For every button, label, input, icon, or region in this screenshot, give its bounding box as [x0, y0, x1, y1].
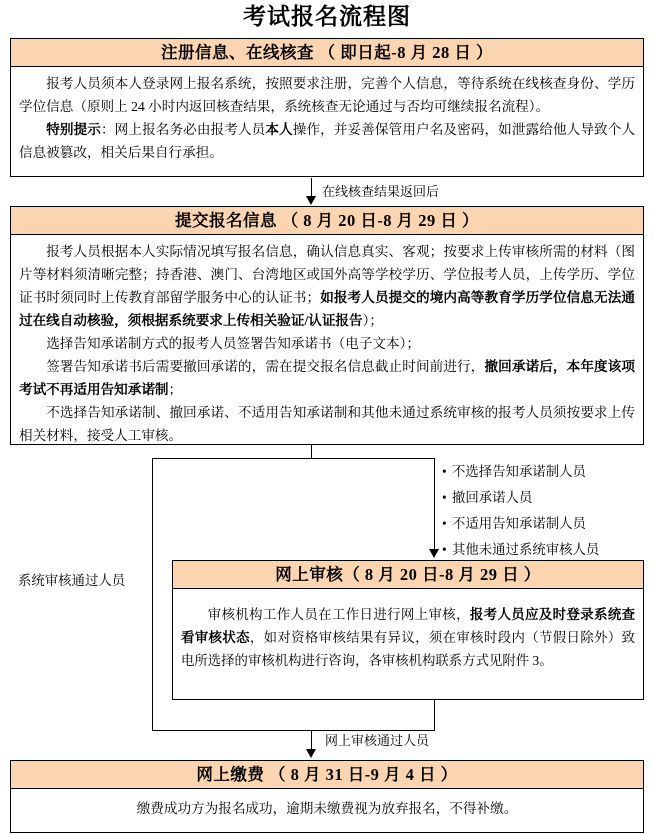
connector-submit-stub	[311, 445, 312, 459]
connector-register-to-submit	[311, 178, 312, 198]
list-item: • 不选择告知承诺制人员	[442, 459, 652, 485]
manual-review-bullet-list	[442, 459, 652, 563]
step-header-online-review: 网上审核（ 8 月 20 日-8 月 29 日 ）	[173, 561, 643, 589]
paragraph: 审核机构工作人员在工作日进行网上审核，报考人员应及时登录系统查看审核状态，如对资格审核结果有异议，须在审核时段内（节假日除外）致电所选择的审核机构进行咨询，各审核机构联系方式见附件 3。	[181, 607, 636, 668]
paragraph: 报考人员根据本人实际情况填写报名信息，确认信息真实、客观；按要求上传审核所需的材料（图片等材料须清晰完整；持香港、澳门、台湾地区或国外高等学校学历、学位报考人员，上传学历、学位证书时须同时上传教育部留学服务中心的认证书；如报考人员提交的境内高等教育学历学位信息无法通过在线自动核验，须根据系统要求上传相关验证/认证报告）；	[19, 244, 636, 328]
list-item: • 其他未通过系统审核人员	[442, 537, 652, 563]
edge-label-online-review-passed: 网上审核通过人员	[325, 733, 430, 748]
paragraph: 不选择告知承诺制、撤回承诺、不适用告知承诺制和其他未通过系统审核的报考人员须按要求上传相关材料，接受人工审核。	[19, 405, 635, 443]
step-box-register	[10, 38, 644, 177]
connector-review-stub	[434, 700, 435, 731]
emphasis-check-status: 报考人员应及时登录系统查看审核状态	[181, 607, 636, 645]
bullet-dot-icon: •	[442, 516, 447, 531]
step-header-payment: 网上缴费 （ 8 月 31 日-9 月 4 日 ）	[11, 761, 643, 789]
page-title: 考试报名流程图	[243, 4, 411, 29]
arrowhead-register-to-submit	[306, 196, 316, 205]
connector-split-horizontal	[152, 458, 435, 459]
bullet-dot-icon: •	[442, 542, 447, 557]
emphasis-withdraw-commitment: 撤回承诺后，本年度该项考试不再适用告知承诺制	[19, 359, 636, 397]
step-body-register	[11, 67, 643, 168]
edge-label-system-passed: 系统审核通过人员	[18, 573, 126, 588]
arrowhead-to-online-review	[429, 549, 439, 558]
connector-merge-to-payment	[311, 730, 312, 751]
step-header-submit: 提交报名信息 （ 8 月 20 日-8 月 29 日 ）	[11, 207, 643, 235]
step-body-payment	[11, 789, 643, 824]
connector-to-online-review	[434, 458, 435, 550]
paragraph: 报考人员须本人登录网上报名系统，按照要求注册，完善个人信息，等待系统在线核查身份、学历学位信息（原则上 24 小时内返回核查结果，系统核查无论通过与否均可继续报名流程）。	[19, 76, 635, 114]
step-body-online-review	[173, 589, 643, 676]
emphasis-special-notice: 特别提示	[46, 122, 101, 137]
paragraph: 缴费成功方为报名成功，逾期未缴费视为放弃报名，不得补缴。	[136, 801, 518, 816]
paragraph: 特别提示：网上报名务必由报考人员本人操作，并妥善保管用户名及密码，如泄露给他人导致个人信息被篡改，相关后果自行承担。	[19, 122, 636, 160]
step-box-online-review	[172, 560, 644, 700]
step-box-payment	[10, 760, 644, 833]
step-box-submit	[10, 206, 644, 445]
bullet-dot-icon: •	[442, 490, 447, 505]
connector-system-passed-bypass	[152, 458, 153, 731]
paragraph: 选择告知承诺制方式的报考人员签署告知承诺书（电子文本）；	[46, 336, 421, 351]
bullet-dot-icon: •	[442, 464, 447, 479]
step-body-submit	[11, 235, 643, 451]
edge-label-after-online-check: 在线核查结果返回后	[322, 184, 440, 199]
list-item: • 撤回承诺人员	[442, 485, 652, 511]
list-item: • 不适用告知承诺制人员	[442, 511, 652, 537]
emphasis-self: 本人	[265, 122, 293, 137]
arrowhead-to-payment	[306, 749, 316, 758]
step-header-register: 注册信息、在线核查 （ 即日起-8 月 28 日 ）	[11, 39, 643, 67]
emphasis-verification-report: 如报考人员提交的境内高等教育学历学位信息无法通过在线自动核验，须根据系统要求上传相关验证/认证报告	[19, 290, 636, 328]
connector-merge-horizontal	[152, 730, 435, 731]
paragraph: 签署告知承诺书后需要撤回承诺的，需在提交报名信息截止时间前进行，撤回承诺后，本年度该项考试不再适用告知承诺制；	[19, 359, 636, 397]
